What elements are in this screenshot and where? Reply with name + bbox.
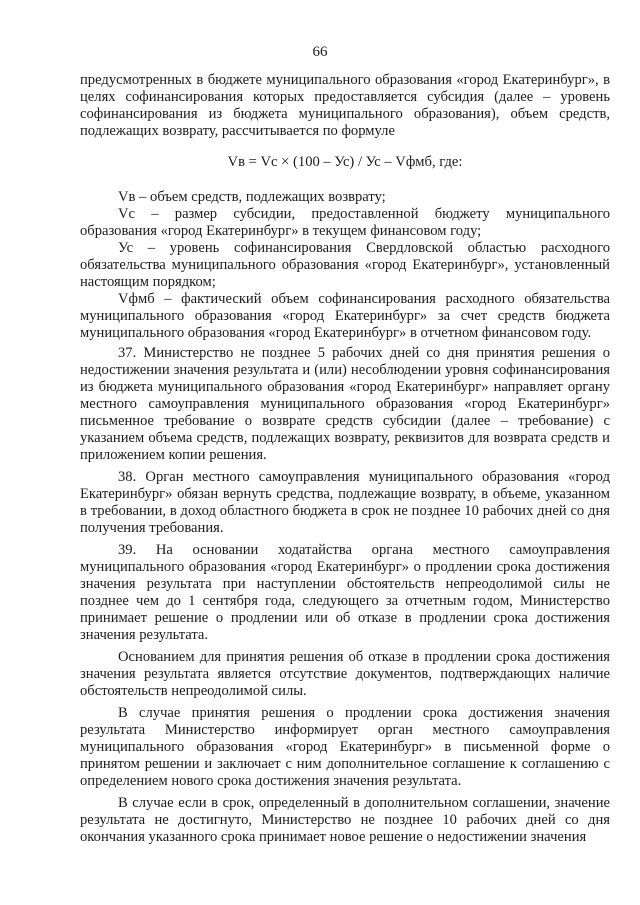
paragraph-intro: предусмотренных в бюджете муниципального образования «город Екатеринбург», в целях софинансирования которых предоставляется субсидия (далее – уровень софинансирования из бюджета муниципального образования), объем средств, подлежащих возврату, рассчитывается по формуле [80,72,610,139]
clause-37: 37. Министерство не позднее 5 рабочих дней со дня принятия решения о недостижении значения результата и (или) несоблюдении уровня софинансирования из бюджета муниципального образования «город Екатеринбург» направляет органу местного самоуправления муниципального образования «город Екатеринбург» письменное требование о возврате средств субсидии (далее – требование) с указанием объема средств, подлежащих возврату, реквизитов для возврата средств и приложением копии решения. [80,345,610,463]
definition-vfmb: Vфмб – фактический объем софинансирования расходного обязательства муниципального образования «город Екатеринбург» за счет средств бюджета муниципального образования «город Екатеринбург» в отчетном финансовом году. [80,291,610,341]
definition-vv: Vв – объем средств, подлежащих возврату; [118,189,386,205]
definition-vs: Vс – размер субсидии, предоставленной бюджету муниципального образования «город Екатеринбург» в текущем финансовом году; [80,206,610,239]
page-number: 66 [312,44,328,60]
definition-us: Ус – уровень софинансирования Свердловской областью расходного обязательства муниципального образования «город Екатеринбург», установленный настоящим порядком; [80,240,610,290]
paragraph-new-decision: В случае если в срок, определенный в дополнительном соглашении, значение результата не достигнуто, Министерство не позднее 10 рабочих дней со дня окончания указанного срока принимает новое решение о недостижении значения [80,795,610,845]
paragraph-refusal-grounds: Основанием для принятия решения об отказе в продлении срока достижения значения результата является отсутствие документов, подтверждающих наличие обстоятельств непреодолимой силы. [80,649,610,699]
clause-39: 39. На основании ходатайства органа местного самоуправления муниципального образования «город Екатеринбург» о продлении срока достижения значения результата при наступлении обстоятельств непреодолимой силы не позднее чем до 1 сентября года, следующего за отчетным годом, Министерство принимает решение о продлении или об отказе в продлении срока достижения значения результата. [80,542,610,643]
page-body [80,72,610,846]
paragraph-extension-decision: В случае принятия решения о продлении срока достижения значения результата Министерство информирует орган местного самоуправления муниципального образования «город Екатеринбург» в письменной форме о принятом решении и заключает с ним дополнительное соглашение к соглашению с определением нового срока достижения значения результата. [80,705,610,789]
formula: Vв = Vс × (100 – Ус) / Ус – Vфмб, где: [227,154,463,170]
clause-38: 38. Орган местного самоуправления муниципального образования «город Екатеринбург» обязан вернуть средства, подлежащие возврату, в объеме, указанном в требовании, в доход областного бюджета в срок не позднее 10 рабочих дней со дня получения требования. [80,469,610,536]
